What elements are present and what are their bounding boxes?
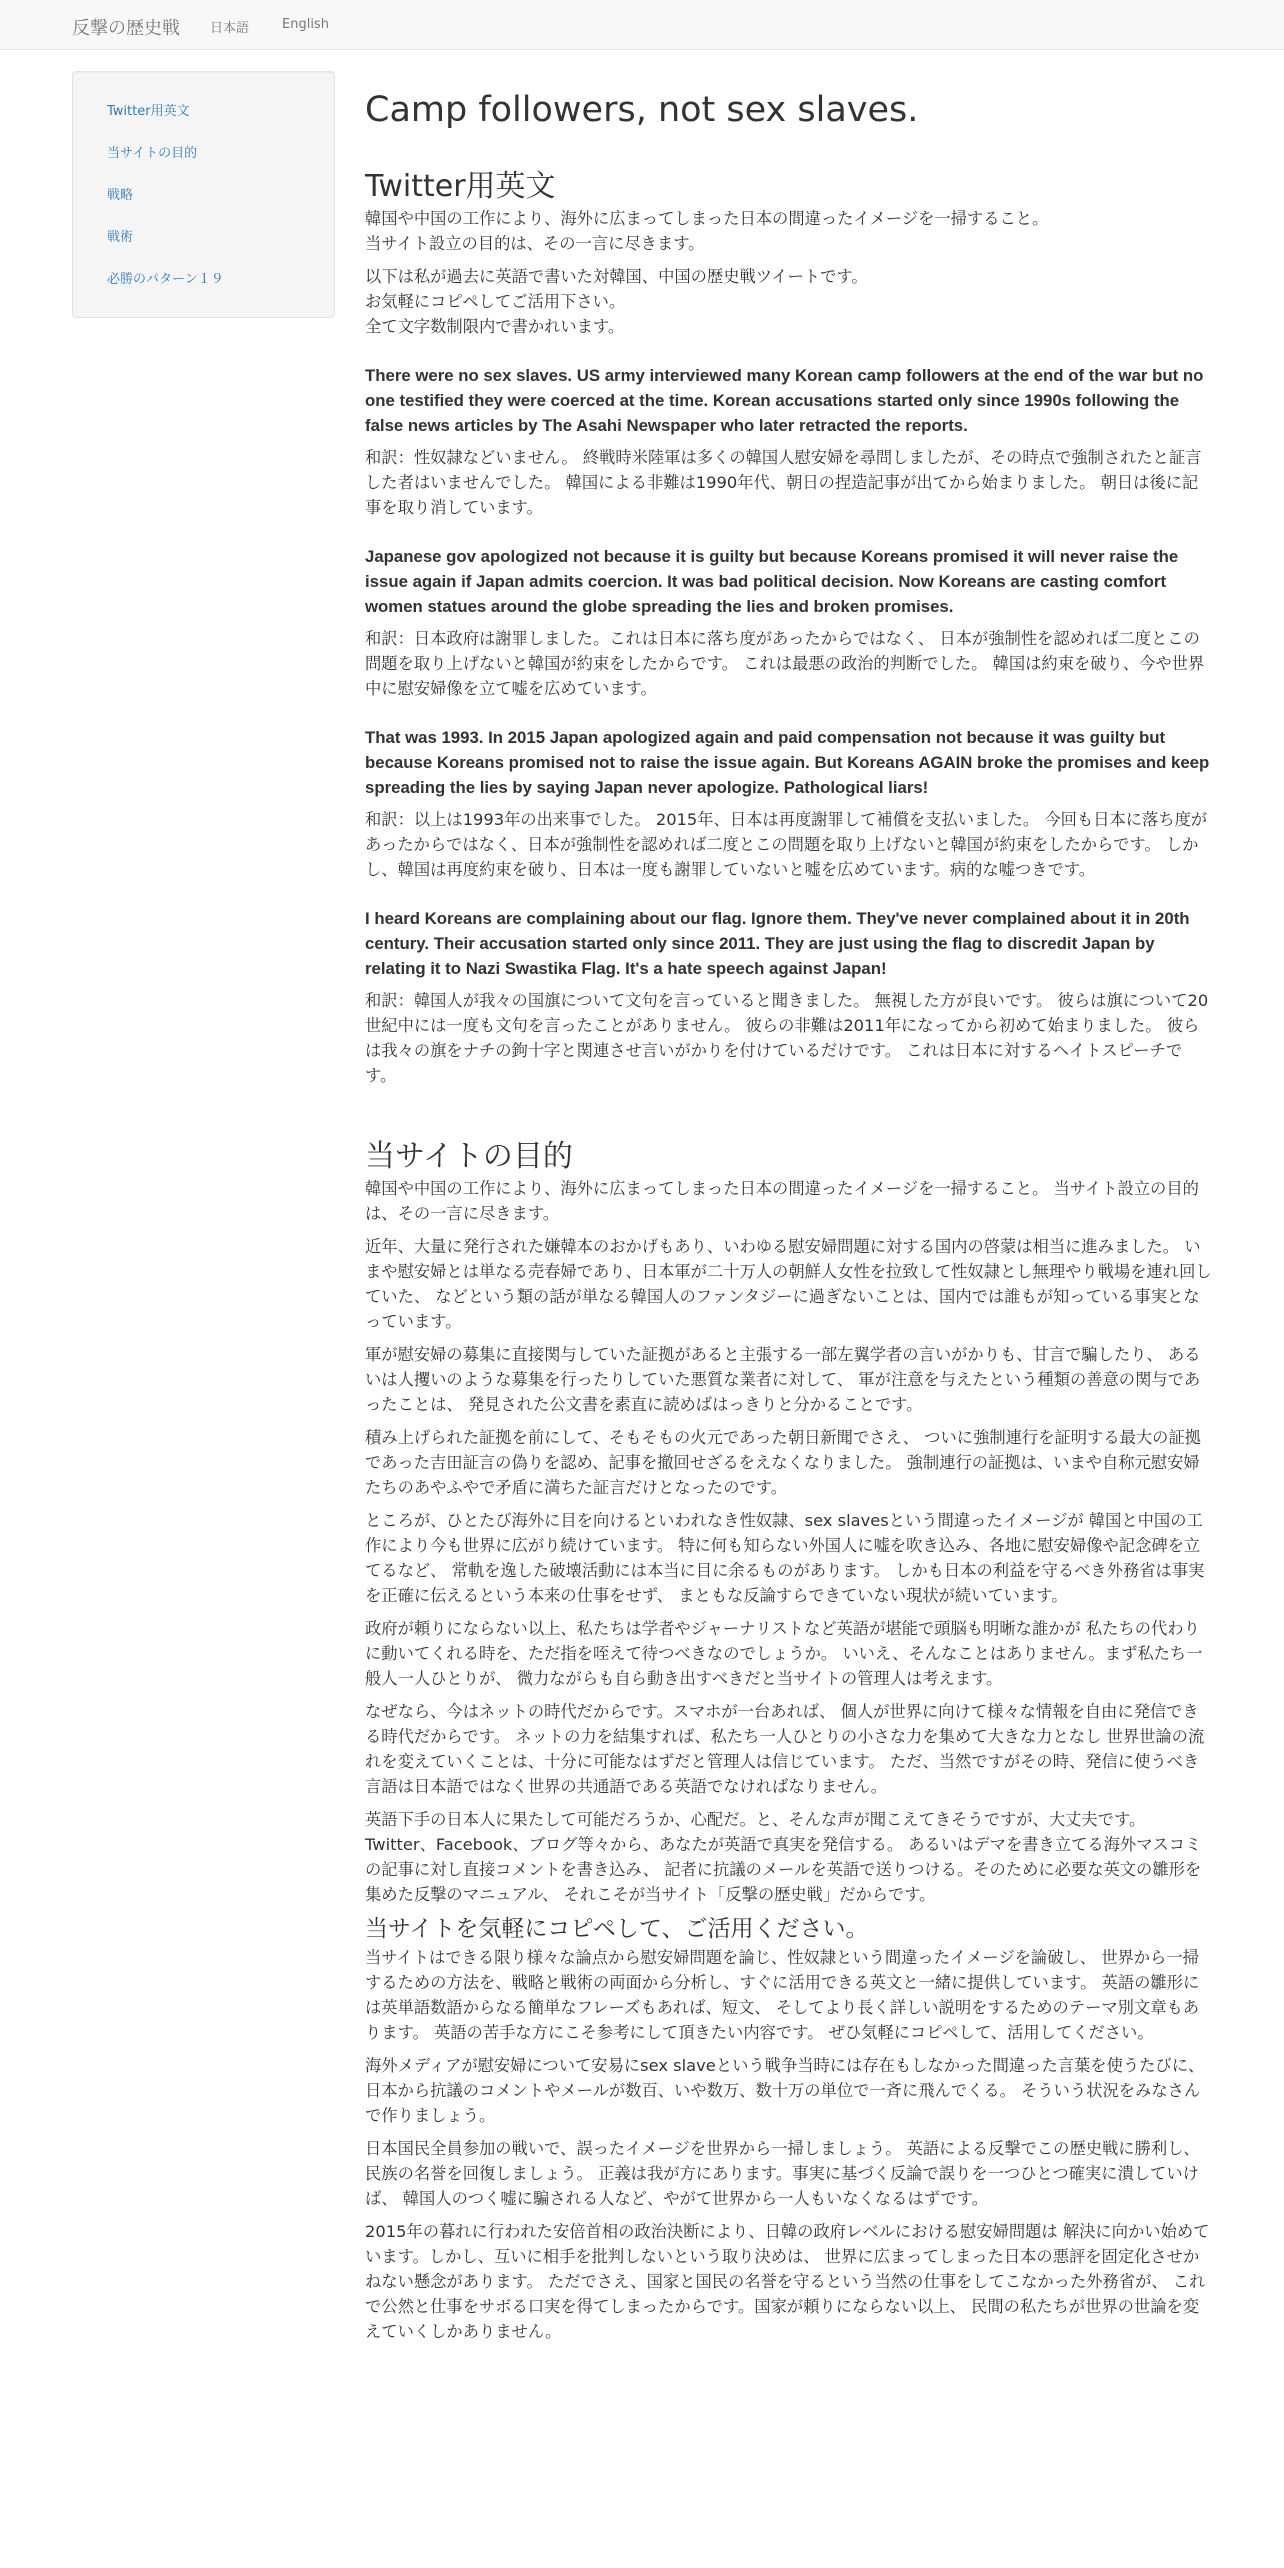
- tweet-english: Japanese gov apologized not because it is guilty but because Koreans promised it will never raise the issue again if Japan admits coercion. It was bad political decision. Now Koreans are casting comfort women statues around the globe spreading the lies and broken promises.: [365, 547, 1179, 616]
- purpose-paragraph: 軍が慰安婦の募集に直接関与していた証拠があると主張する一部左翼学者の言いがかりも、甘言で騙したり、 あるいは人攫いのような募集を行ったりしていた悪質な業者に対して、 軍が注意を与えたという種類の善意の関与であったことは、 発見された公文書を素直に読めばはっきりと分かることです。: [365, 1345, 1201, 1414]
- tweet-translation: 和訳：日本政府は謝罪しました。これは日本に落ち度があったからではなく、 日本が強制性を認めれば二度とこの問題を取り上げないと韓国が約束をしたからです。 これは最悪の政治的判断でした。 韓国は約束を破り、今や世界中に慰安婦像を立て嘘を広めています。: [365, 629, 1205, 698]
- tweet-translation: 和訳：性奴隷などいません。 終戦時米陸軍は多くの韓国人慰安婦を尋問しましたが、その時点で強制されたと証言した者はいませんでした。 韓国による非難は1990年代、朝日の捏造記事が出てから始まりました。 朝日は後に記事を取り消しています。: [365, 448, 1202, 517]
- tweet-english: There were no sex slaves. US army interviewed many Korean camp followers at the end of the war but no one testified they were coerced at the time. Korean accusations started only since 1990s following the false news articles by The Asahi Newspaper who later retracted the reports.: [365, 366, 1204, 435]
- main-content: [365, 88, 1213, 2352]
- tweet-english: That was 1993. In 2015 Japan apologized again and paid compensation not because it was guilty but because Koreans promised not to raise the issue again. But Koreans AGAIN broke the promises and keep spreading the lies by saying Japan never apologize. Pathological liars!: [365, 728, 1210, 797]
- copy-paragraph: 当サイトはできる限り様々な論点から慰安婦問題を論じ、性奴隷という間違ったイメージを論破し、 世界から一掃するための方法を、戦略と戦術の両面から分析し、すぐに活用できる英文と一緒に提供しています。 英語の雛形には英単語数語からなる簡単なフレーズもあれば、短文、 そしてより長く詳しい説明をするためのテーマ別文章もあります。 英語の苦手な方にこそ参考にして頂きたい内容です。 ぜひ気軽にコピペして、活用してください。: [365, 1948, 1200, 2042]
- section-copy-heading: 当サイトを気軽にコピペして、ご活用ください。: [365, 1916, 869, 1942]
- tweet-translation: 和訳：韓国人が我々の国旗について文句を言っていると聞きました。 無視した方が良いです。 彼らは旗について20世紀中には一度も文句を言ったことがありません。 彼らの非難は2011年になってから初めて始まりました。 彼らは我々の旗をナチの鉤十字と関連させ言いがかりを付けているだけです。 これは日本に対するヘイトスピーチです。: [365, 991, 1209, 1085]
- section-twitter-heading: Twitter用英文: [365, 169, 556, 204]
- sidebar-item-patterns[interactable]: 必勝のパターン１９: [107, 272, 224, 287]
- twitter-intro-1: 韓国や中国の工作により、海外に広まってしまった日本の間違ったイメージを一掃すること。 当サイト設立の目的は、その一言に尽きます。: [365, 209, 1049, 253]
- sidebar-item-twitter[interactable]: Twitter用英文: [107, 104, 190, 119]
- purpose-paragraph: ところが、ひとたび海外に目を向けるといわれなき性奴隷、sex slavesという間違ったイメージが 韓国と中国の工作により今も世界に広がり続けています。 特に何も知らない外国人に嘘を吹き込み、各地に慰安婦像や記念碑を立てるなど、 常軌を逸した破壊活動には本当に目に余るものがあります。 しかも日本の利益を守るべき外務省は事実を正確に伝えるという本来の仕事をせず、 まともな反論すらできていない現状が続いています。: [365, 1511, 1205, 1605]
- top-navbar: [0, 0, 1284, 50]
- nav-link-japanese[interactable]: 日本語: [210, 21, 250, 36]
- purpose-paragraph: 英語下手の日本人に果たして可能だろうか、心配だ。と、そんな声が聞こえてきそうですが、大丈夫です。 Twitter、Facebook、ブログ等々から、あなたが英語で真実を発信する。 あるいはデマを書き立てる海外マスコミの記事に対し直接コメントを書き込み、 記者に抗議のメールを英語で送りつける。そのために必要な英文の雛形を集めた反撃のマニュアル、 それこそが当サイト「反撃の歴史戦」だからです。: [365, 1810, 1202, 1904]
- sidebar: [72, 71, 335, 318]
- twitter-intro-2: 以下は私が過去に英語で書いた対韓国、中国の歴史戦ツイートです。 お気軽にコピペしてご活用下さい。 全て文字数制限内で書かれいます。: [365, 267, 868, 336]
- purpose-paragraph: 積み上げられた証拠を前にして、そもそもの火元であった朝日新聞でさえ、 ついに強制連行を証明する最大の証拠であった吉田証言の偽りを認め、記事を撤回せざるをえなくなりました。 強制連行の証拠は、いまや自称元慰安婦たちのあやふやで矛盾に満ちた証言だけとなったのです。: [365, 1428, 1202, 1497]
- purpose-paragraph: 政府が頼りにならない以上、私たちは学者やジャーナリストなど英語が堪能で頭脳も明晰な誰かが 私たちの代わりに動いてくれる時を、ただ指を咥えて待つべきなのでしょうか。 いいえ、そんなことはありません。まず私たち一般人一人ひとりが、 微力ながらも自ら動き出すべきだと当サイトの管理人は考えます。: [365, 1619, 1203, 1688]
- purpose-paragraph: 近年、大量に発行された嫌韓本のおかげもあり、いわゆる慰安婦問題に対する国内の啓蒙は相当に進みました。 いまや慰安婦とは単なる売春婦であり、日本軍が二十万人の朝鮮人女性を拉致して性奴隷とし無理やり戦場を連れ回していた、 などという類の話が単なる韓国人のファンタジーに過ぎないことは、国内では誰もが知っている事実となっています。: [365, 1237, 1212, 1331]
- copy-paragraph: 日本国民全員参加の戦いで、誤ったイメージを世界から一掃しましょう。 英語による反撃でこの歴史戦に勝利し、民族の名誉を回復しましょう。 正義は我が方にあります。事実に基づく反論で誤りを一つひとつ確実に潰していけば、 韓国人のつく嘘に騙される人など、やがて世界から一人もいなくなるはずです。: [365, 2139, 1200, 2208]
- copy-paragraph: 2015年の暮れに行われた安倍首相の政治決断により、日韓の政府レベルにおける慰安婦問題は 解決に向かい始めています。しかし、互いに相手を批判しないという取り決めは、 世界に広まってしまった日本の悪評を固定化させかねない懸念があります。 ただでさえ、国家と国民の名誉を守るという当然の仕事をしてこなかった外務省が、 これで公然と仕事をサボる口実を得てしまったからです。国家が頼りにならない以上、 民間の私たちが世界の世論を変えていくしかありません。: [365, 2222, 1210, 2341]
- purpose-paragraph: なぜなら、今はネットの時代だからです。スマホが一台あれば、 個人が世界に向けて様々な情報を自由に発信できる時代だからです。 ネットの力を結集すれば、私たち一人ひとりの小さな力を集めて大きな力となし 世界世論の流れを変えていくことは、十分に可能なはずだと管理人は信じています。 ただ、当然ですがその時、発信に使うべき言語は日本語ではなく世界の共通語である英語でなければなりません。: [365, 1702, 1205, 1796]
- sidebar-item-purpose[interactable]: 当サイトの目的: [107, 146, 198, 161]
- page-title: Camp followers, not sex slaves.: [365, 90, 919, 130]
- sidebar-item-strategy[interactable]: 戦略: [107, 188, 134, 203]
- sidebar-item-tactics[interactable]: 戦術: [107, 230, 134, 245]
- section-purpose-heading: 当サイトの目的: [365, 1139, 573, 1174]
- brand-link[interactable]: 反撃の歴史戦: [72, 18, 180, 39]
- copy-paragraph: 海外メディアが慰安婦について安易にsex slaveという戦争当時には存在もしなかった間違った言葉を使うたびに、 日本から抗議のコメントやメールが数百、いや数万、数十万の単位で一斉に飛んでくる。 そういう状況をみなさんで作りましょう。: [365, 2056, 1205, 2125]
- nav-link-english[interactable]: English: [282, 17, 329, 32]
- tweet-translation: 和訳：以上は1993年の出来事でした。 2015年、日本は再度謝罪して補償を支払いました。 今回も日本に落ち度があったからではなく、日本が強制性を認めれば二度とこの問題を取り上げないと韓国が約束をしたからです。 しかし、韓国は再度約束を破り、日本は一度も謝罪していないと嘘を広めています。病的な嘘つきです。: [365, 810, 1208, 879]
- purpose-paragraph: 韓国や中国の工作により、海外に広まってしまった日本の間違ったイメージを一掃すること。 当サイト設立の目的は、その一言に尽きます。: [365, 1179, 1199, 1223]
- sidebar-menu: [73, 72, 334, 314]
- tweet-english: I heard Koreans are complaining about our flag. Ignore them. They've never complained about it in 20th century. Their accusation started only since 2011. They are just using the flag to discredit Japan by relating it to Nazi Swastika Flag. It's a hate speech against Japan!: [365, 909, 1190, 978]
